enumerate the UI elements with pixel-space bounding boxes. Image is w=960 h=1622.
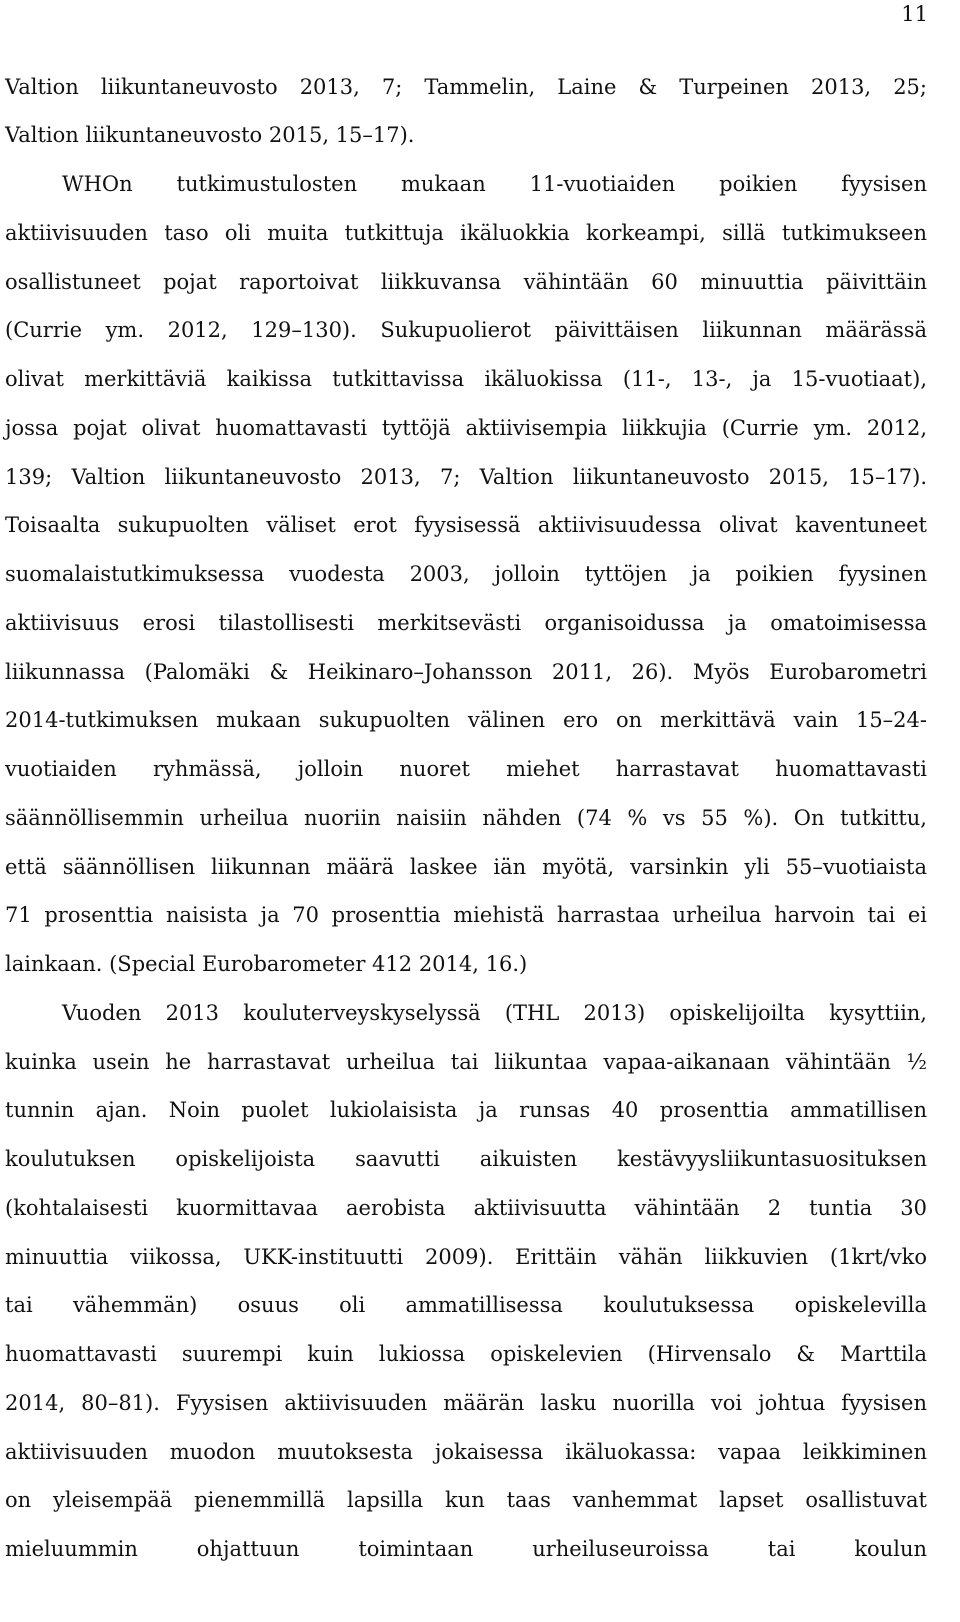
text-line: Vuoden 2013 kouluterveyskyselyssä (THL 2013) opiskelijoilta kysyttiin, [62,1001,927,1025]
text-line: suomalaistutkimuksessa vuodesta 2003, jolloin tyttöjen ja poikien fyysinen [5,562,927,586]
text-line: koulutuksen opiskelijoista saavutti aikuisten kestävyysliikuntasuosituksen [5,1147,927,1171]
text-line: että säännöllisen liikunnan määrä laskee iän myötä, varsinkin yli 55–vuotiaista [5,855,927,879]
text-line: Valtion liikuntaneuvosto 2015, 15–17). [5,123,415,147]
text-line: aktiivisuuden muodon muutoksesta jokaisessa ikäluokassa: vapaa leikkiminen [5,1440,927,1464]
text-line: säännöllisemmin urheilua nuoriin naisiin nähden (74 % vs 55 %). On tutkittu, [5,806,927,830]
text-line: tunnin ajan. Noin puolet lukiolaisista ja runsas 40 prosenttia ammatillisen [5,1098,927,1122]
text-line: 71 prosenttia naisista ja 70 prosenttia miehistä harrastaa urheilua harvoin tai ei [5,903,927,927]
text-line: (Currie ym. 2012, 129–130). Sukupuolierot päivittäisen liikunnan määrässä [5,318,927,342]
text-line: aktiivisuus erosi tilastollisesti merkitsevästi organisoidussa ja omatoimisessa [5,611,927,635]
text-line: Valtion liikuntaneuvosto 2013, 7; Tammelin, Laine & Turpeinen 2013, 25; [5,75,927,99]
text-line: aktiivisuuden taso oli muita tutkittuja ikäluokkia korkeampi, sillä tutkimukseen [5,221,927,245]
text-line: vuotiaiden ryhmässä, jolloin nuoret miehet harrastavat huomattavasti [5,757,927,781]
text-line: on yleisempää pienemmillä lapsilla kun taas vanhemmat lapset osallistuvat [5,1488,927,1512]
text-line: tai vähemmän) osuus oli ammatillisessa koulutuksessa opiskelevilla [5,1293,927,1317]
text-line: mieluummin ohjattuun toimintaan urheiluseuroissa tai koulun [5,1537,927,1561]
page-number: 11 [901,2,928,26]
text-line: kuinka usein he harrastavat urheilua tai liikuntaa vapaa-aikanaan vähintään ½ [5,1050,927,1074]
text-line: Toisaalta sukupuolten väliset erot fyysisessä aktiivisuudessa olivat kaventuneet [5,513,927,537]
text-line: jossa pojat olivat huomattavasti tyttöjä aktiivisempia liikkujia (Currie ym. 2012, [5,416,927,440]
text-line: osallistuneet pojat raportoivat liikkuvansa vähintään 60 minuuttia päivittäin [5,270,927,294]
text-line: 2014, 80–81). Fyysisen aktiivisuuden määrän lasku nuorilla voi johtua fyysisen [5,1391,927,1415]
text-line: 2014-tutkimuksen mukaan sukupuolten välinen ero on merkittävä vain 15–24- [5,708,927,732]
text-line: minuuttia viikossa, UKK-instituutti 2009). Erittäin vähän liikkuvien (1krt/vko [5,1245,927,1269]
text-line: olivat merkittäviä kaikissa tutkittavissa ikäluokissa (11-, 13-, ja 15-vuotiaat), [5,367,927,391]
text-line: lainkaan. (Special Eurobarometer 412 2014, 16.) [5,952,528,976]
text-line: WHOn tutkimustulosten mukaan 11-vuotiaiden poikien fyysisen [62,172,927,196]
text-line: huomattavasti suurempi kuin lukiossa opiskelevien (Hirvensalo & Marttila [5,1342,927,1366]
text-line: 139; Valtion liikuntaneuvosto 2013, 7; Valtion liikuntaneuvosto 2015, 15–17). [5,465,927,489]
text-line: liikunnassa (Palomäki & Heikinaro–Johansson 2011, 26). Myös Eurobarometri [5,660,927,684]
text-line: (kohtalaisesti kuormittavaa aerobista aktiivisuutta vähintään 2 tuntia 30 [5,1196,927,1220]
